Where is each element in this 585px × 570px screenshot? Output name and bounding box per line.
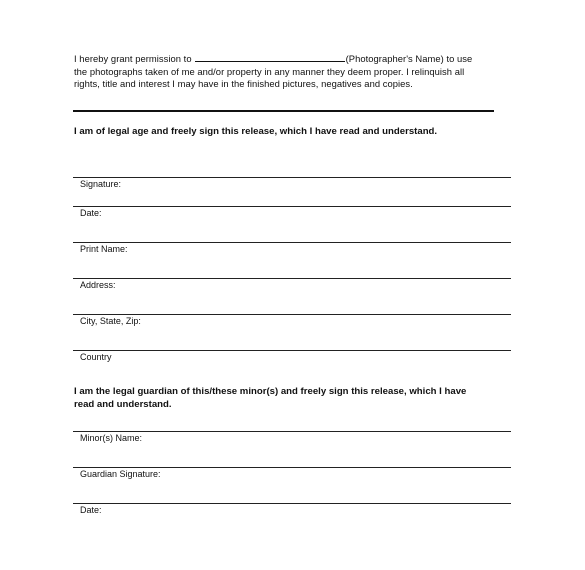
adult-section-heading: I am of legal age and freely sign this release, which I have read and understand. (74, 126, 438, 137)
guardian-heading-line-1: I am the legal guardian of this/these minor(s) and freely sign this release, which I have (74, 386, 467, 397)
intro-line-1-before: I hereby grant permission to (74, 53, 192, 64)
intro-paragraph (74, 52, 494, 91)
intro-line-3: rights, title and interest I may have in the finished pictures, negatives and copies. (74, 78, 413, 89)
guardian-date-label: Date: (80, 505, 102, 515)
print-name-field[interactable] (73, 242, 511, 265)
section-divider (73, 110, 494, 112)
guardian-signature-label: Guardian Signature: (80, 469, 161, 479)
address-field[interactable] (73, 278, 511, 301)
date-field[interactable] (73, 206, 511, 229)
minor-name-label: Minor(s) Name: (80, 433, 143, 443)
print-name-label: Print Name: (80, 244, 128, 254)
city-state-zip-label: City, State, Zip: (80, 316, 141, 326)
guardian-signature-field[interactable] (73, 467, 511, 490)
signature-label: Signature: (80, 179, 122, 189)
country-label: Country (80, 352, 112, 362)
signature-field[interactable] (73, 177, 511, 200)
intro-line-1-after: (Photographer's Name) to use (345, 53, 473, 64)
address-label: Address: (80, 280, 116, 290)
country-field[interactable] (73, 350, 511, 373)
date-label: Date: (80, 208, 102, 218)
guardian-section-heading (74, 386, 504, 411)
intro-line-1 (74, 52, 494, 66)
guardian-heading-line-2: read and understand. (74, 398, 172, 410)
minor-name-field[interactable] (73, 431, 511, 454)
guardian-date-field[interactable] (73, 503, 511, 526)
city-state-zip-field[interactable] (73, 314, 511, 337)
intro-line-2: the photographs taken of me and/or property in any manner they deem proper. I relinquish all (74, 65, 465, 77)
photographer-name-blank[interactable] (195, 52, 345, 62)
